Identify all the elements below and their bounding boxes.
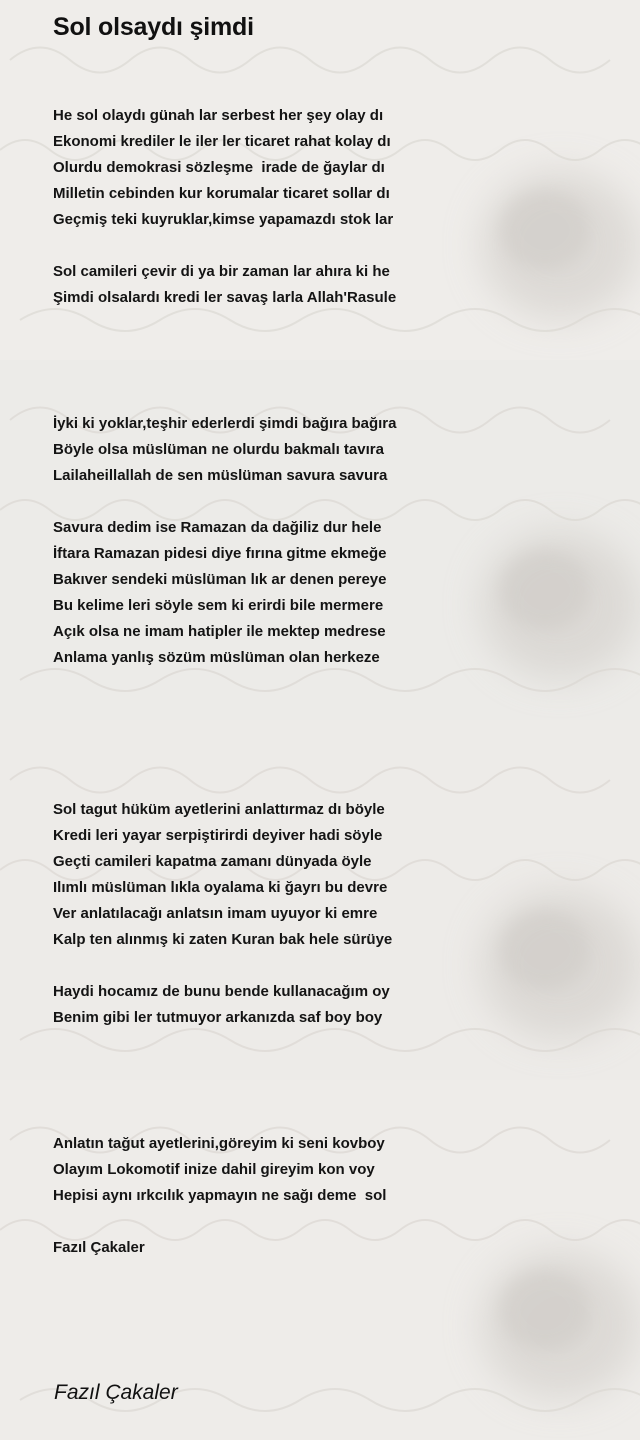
- poem-line: He sol olaydı günah lar serbest her şey olay dı: [53, 107, 384, 124]
- poem-line: Sol camileri çevir di ya bir zaman lar ahıra ki he: [53, 263, 390, 280]
- poem-line: Haydi hocamız de bunu bende kullanacağım oy: [53, 983, 390, 1000]
- poem-line: Bakıver sendeki müslüman lık ar denen pereye: [53, 571, 387, 588]
- poem-line: Olayım Lokomotif inize dahil gireyim kon voy: [53, 1161, 375, 1178]
- poem-line: Kalp ten alınmış ki zaten Kuran bak hele sürüye: [53, 931, 393, 948]
- poem-line: Anlama yanlış sözüm müslüman olan herkeze: [53, 649, 380, 666]
- poem-line: Geçti camileri kapatma zamanı dünyada öyle: [53, 853, 372, 870]
- poem-line: İyki ki yoklar,teşhir ederlerdi şimdi bağıra bağıra: [53, 415, 397, 432]
- poem-line: Anlatın tağut ayetlerini,göreyim ki seni kovboy: [53, 1135, 385, 1152]
- poem-line: Lailaheillallah de sen müslüman savura savura: [53, 467, 388, 484]
- poem-line: Benim gibi ler tutmuyor arkanızda saf boy boy: [53, 1009, 383, 1026]
- poem-line: Ekonomi krediler le iler ler ticaret rahat kolay dı: [53, 133, 391, 150]
- poem-line: Böyle olsa müslüman ne olurdu bakmalı tavıra: [53, 441, 384, 458]
- poem-line: Şimdi olsalardı kredi ler savaş larla Allah'Rasule: [53, 289, 397, 306]
- poem-line: Geçmiş teki kuyruklar,kimse yapamazdı stok lar: [53, 211, 394, 228]
- poem-line: Olurdu demokrasi sözleşme irade de ğaylar dı: [53, 159, 385, 176]
- poem-line: Açık olsa ne imam hatipler ile mektep medrese: [53, 623, 386, 640]
- poem-title: Sol olsaydı şimdi: [53, 13, 254, 41]
- poem-line: Ilımlı müslüman lıkla oyalama ki ğayrı bu devre: [53, 879, 388, 896]
- poem-line: İftara Ramazan pidesi diye fırına gitme ekmeğe: [53, 545, 387, 562]
- poem-line: Ver anlatılacağı anlatsın imam uyuyor ki emre: [53, 905, 378, 922]
- poem-line: Hepisi aynı ırkcılık yapmayın ne sağı deme sol: [53, 1187, 387, 1204]
- poem-line: Milletin cebinden kur korumalar ticaret sollar dı: [53, 185, 390, 202]
- poem-line: Kredi leri yayar serpiştirirdi deyiver hadi söyle: [53, 827, 383, 844]
- poem-author-line: Fazıl Çakaler: [53, 1239, 145, 1256]
- author-signature: Fazıl Çakaler: [54, 1381, 178, 1404]
- poem-line: Bu kelime leri söyle sem ki erirdi bile mermere: [53, 597, 384, 614]
- poem-line: Sol tagut hüküm ayetlerini anlattırmaz dı böyle: [53, 801, 385, 818]
- poem-line: Savura dedim ise Ramazan da dağiliz dur hele: [53, 519, 382, 536]
